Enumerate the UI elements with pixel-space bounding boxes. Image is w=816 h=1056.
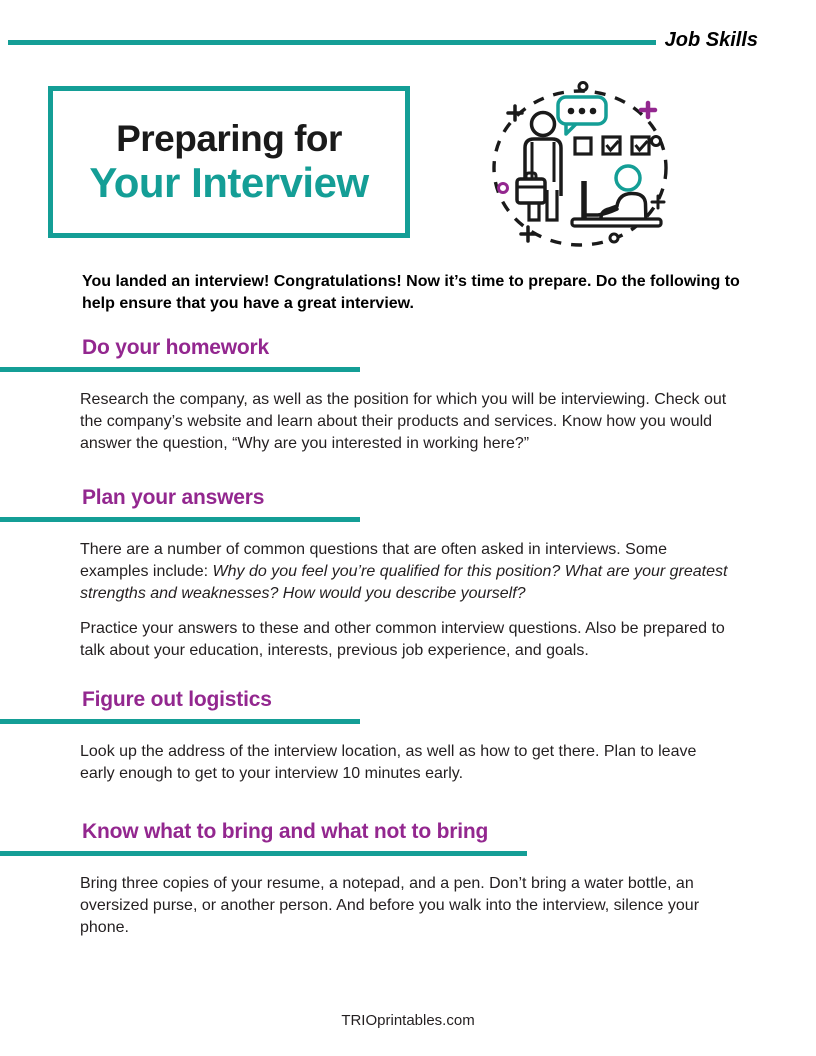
footer-site-name: TRIOprintables.com [341, 1012, 475, 1029]
series-tagline: Job Skills [664, 29, 758, 51]
section-divider [0, 517, 360, 522]
intro-paragraph: You landed an interview! Congratulations! Now it’s time to prepare. Do the following to help ensure that you have a great interview. [82, 273, 740, 312]
section-heading: Plan your answers [82, 486, 265, 509]
top-divider [8, 40, 656, 45]
section-do-your-homework [0, 336, 816, 455]
section-paragraph: Practice your answers to these and other common interview questions. Also be prepared to talk about your education, interests, previous job experience, and goals. [80, 620, 725, 659]
section-divider [0, 851, 527, 856]
section-paragraph: Research the company, as well as the position for which you will be interviewing. Check out the company’s website and learn about their products and services. Know how you would answer the question, “Why are you interested in working here?” [80, 391, 727, 452]
interviewer-figure [586, 166, 646, 224]
section-divider [0, 367, 360, 372]
section-plan-your-answers [0, 486, 816, 662]
section-paragraph: Bring three copies of your resume, a notepad, and a pen. Don’t bring a water bottle, an oversized purse, or another person. And before you walk into the interview, silence your phone. [80, 875, 700, 936]
page-title-line2: Your Interview [89, 159, 369, 207]
speech-bubble-icon [558, 97, 606, 134]
section-paragraph: There are a number of common questions that are often asked in interviews. Some examples include: Why do you feel you’re qualified for this position? What are your greatest strengths and weaknesses? How would you describe yourself? [80, 541, 728, 602]
page-title-line1: Preparing for [116, 117, 342, 159]
section-heading: Figure out logistics [82, 688, 272, 711]
section-paragraph: Look up the address of the interview location, as well as how to get there. Plan to leave early enough to get to your interview 10 minutes early. [80, 743, 697, 782]
section-figure-out-logistics [0, 688, 816, 785]
interview-illustration [488, 78, 678, 253]
section-know-what-to-bring [0, 820, 816, 939]
briefcase-icon [517, 173, 545, 203]
title-box [48, 86, 410, 238]
section-divider [0, 719, 360, 724]
section-heading: Do your homework [82, 336, 269, 359]
checkbox-icons [575, 137, 649, 154]
section-heading: Know what to bring and what not to bring [82, 820, 489, 843]
